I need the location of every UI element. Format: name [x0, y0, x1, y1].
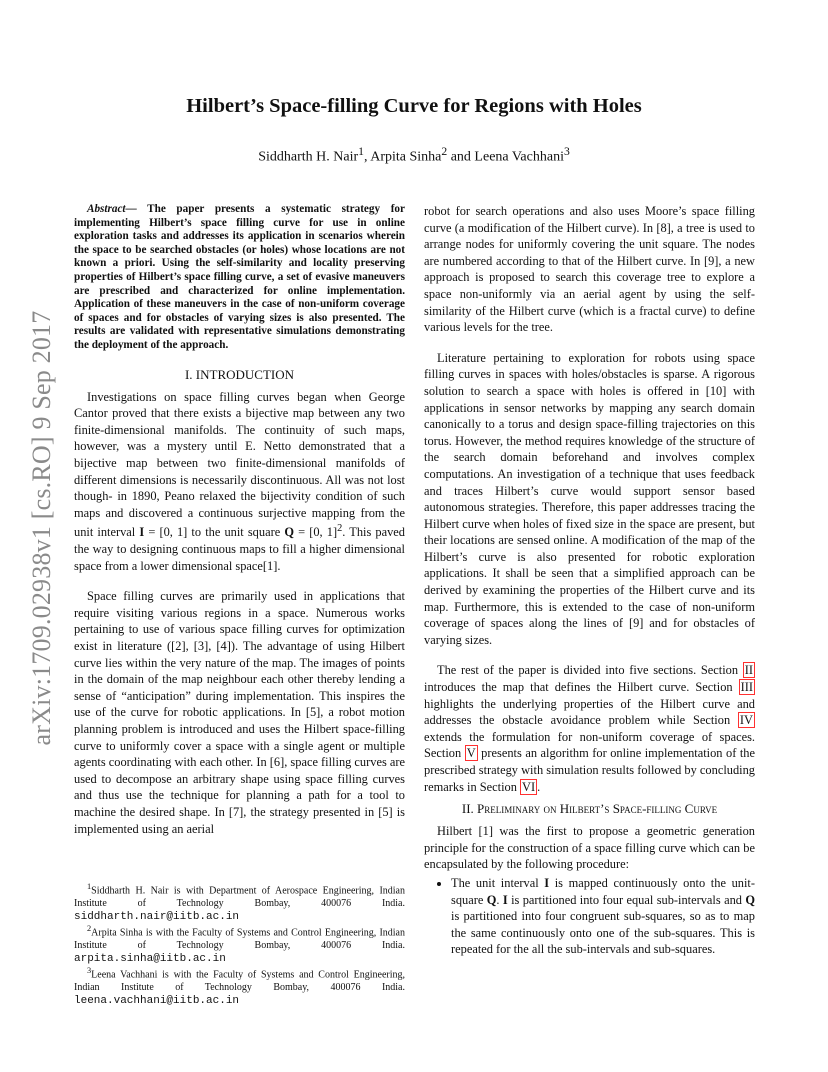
- paragraph-text: Investigations on space filling curves began when George Cantor proved that there exists a bijective map between any two finite-dimensional manifolds. The continuity of such maps, however, was a mystery until E. Netto demonstrated that a bijective map between two finite-dimensional manifolds of different dimensions is necessarily discontinuous. All was not lost though- in 1890, Peano relaxed the bijectivity condition of such maps and discovered a continuous surjective mapping from the unit interval: [74, 389, 405, 540]
- email-link[interactable]: leena.vachhani@iitb.ac.in: [74, 994, 240, 1007]
- list-text: .: [496, 892, 503, 907]
- section-heading: I. INTRODUCTION: [184, 366, 295, 382]
- math-superscript: 2: [337, 523, 343, 535]
- author-name: Leena Vachhani: [474, 149, 564, 165]
- author-list: [0, 145, 828, 166]
- author-separator: and: [447, 149, 475, 165]
- section-link[interactable]: IV: [739, 713, 753, 728]
- author-name: Arpita Sinha: [370, 149, 442, 165]
- procedure-list: [424, 875, 755, 958]
- body-paragraph: Hilbert [1] was the first to propose a geometric generation principle for the construction of a space filling curve which can be encapsulated by the following procedure:: [424, 824, 755, 872]
- list-text: is partitioned into four congruent sub-squares, so as to map the same continuously onto one of the sub-squares. This is repeated for the all the sub-intervals and sub-squares.: [451, 909, 755, 957]
- author-name: Siddharth H. Nair: [258, 149, 359, 165]
- section-link[interactable]: V: [466, 746, 476, 761]
- math-text: = [0, 1] to the unit square: [144, 525, 285, 540]
- list-item: [451, 875, 755, 958]
- paper-title: Hilbert’s Space-filling Curve for Regions with Holes: [186, 95, 642, 117]
- left-column: [74, 203, 405, 837]
- body-paragraph: [424, 662, 755, 795]
- author-affiliation-mark: 3: [563, 145, 570, 158]
- math-symbol: Q: [745, 892, 755, 907]
- body-paragraph: Space filling curves are primarily used in applications that require visiting various regions in a space. Numerous works pertaining to use of various space filling curves for optimization exist in literature ([2], [3], [4]). The advantage of using Hilbert curve lies within the very nature of the map. The images of points in the domain of the map neighbour each other thereby lending a sense of “anticipation” during implementation. This inspires the use of the curve for robotic applications. In [5], a robot motion planning problem is introduced and uses the Hilbert space-filling curve to uniformly cover a space with a single agent or multiple agents coordinating with each other. In [6], space filling curves are used to decompose an arbitrary shape using space filling curves and thus use the technique for planning a path for a tool to machine the desired shape. In [7], the strategy presented in [5] is implemented using an aerial: [74, 589, 405, 836]
- abstract-text: — The paper presents a systematic strategy for implementing Hilbert’s space filling curve for use in online exploration tasks and addresses its application in scenarios wherein the space to be searched obstacles (or holes) whose locations are not known a priori. Using the self-similarity and locality preserving properties of Hilbert’s space filling curve, a set of evasive maneuvers are prescribed and characterized for online implementation. Application of these maneuvers in the case of non-uniform coverage of spaces and for obstacles of varying sizes is also presented. The results are validated with representative simulations demonstrating the deployment of the approach.: [74, 203, 405, 351]
- footnote-text: Arpita Sinha is with the Faculty of Systems and Control Engineering, Indian Institute of Technology Bombay, 400076 India.: [74, 927, 405, 952]
- list-text: is partitioned into four equal sub-intervals and: [507, 892, 746, 907]
- paragraph-text: introduces the map that defines the Hilbert curve. Section: [424, 680, 739, 695]
- paragraph-text: extends the formulation for non-uniform coverage of spaces. Section: [424, 729, 755, 761]
- email-link[interactable]: arpita.sinha@iitb.ac.in: [74, 952, 226, 965]
- email-link[interactable]: siddharth.nair@iitb.ac.in: [74, 910, 240, 923]
- math-text: = [0, 1]: [293, 525, 338, 540]
- math-symbol: Q: [486, 892, 497, 907]
- paragraph-text: .: [537, 779, 541, 794]
- right-column: [424, 203, 755, 958]
- author-affiliation-mark: 2: [441, 145, 448, 158]
- footnotes: [74, 881, 405, 1007]
- author-separator: ,: [363, 149, 371, 165]
- math-symbol: Q: [284, 525, 294, 540]
- body-paragraph: [74, 389, 405, 575]
- list-text: The unit interval: [451, 875, 545, 890]
- math-symbol: I: [502, 892, 508, 907]
- math-symbol: I: [139, 525, 145, 540]
- paragraph-text: . This paved the way to designing continuous maps to fill a higher dimensional space from a lower dimensional space[1].: [74, 525, 405, 573]
- footnote: [74, 965, 405, 1007]
- paragraph-text: presents an algorithm for online implementation of the prescribed strategy with simulation results followed by concluding remarks in Section: [424, 746, 756, 794]
- abstract-label: Abstract: [87, 203, 126, 215]
- footnote-text: Leena Vachhani is with the Faculty of Systems and Control Engineering, Indian Institute of Technology Bombay, 400076 India.: [74, 969, 405, 994]
- footnote: [74, 881, 405, 923]
- arxiv-identifier: arXiv:1709.02938v1 [cs.RO] 9 Sep 2017: [27, 310, 56, 746]
- section-heading: II. Preliminary on Hilbert’s Space-filling Curve: [461, 801, 718, 817]
- footnote-mark: 3: [87, 966, 92, 976]
- abstract: [74, 203, 405, 353]
- section-link[interactable]: III: [740, 680, 753, 695]
- paragraph-text: The rest of the paper is divided into five sections. Section: [437, 663, 743, 678]
- footnote-mark: 2: [87, 924, 92, 934]
- body-paragraph: robot for search operations and also uses Moore’s space filling curve (a modification of the Hilbert curve). In [8], a tree is used to arrange nodes for uniformly covering the unit square. The nodes are numbered according to that of the Hilbert curve. In [9], a new approach is proposed to search this coverage tree to explore a space non-uniformly via an aerial agent by using the self-similarity of the Hilbert curve (which is a fractal curve) to define various levels for the tree.: [424, 204, 755, 335]
- paragraph-text: highlights the underlying properties of the Hilbert curve and addresses the obstacle avoidance problem while Section: [424, 696, 755, 728]
- footnote-mark: 1: [87, 882, 92, 891]
- author-affiliation-mark: 1: [358, 145, 364, 158]
- body-paragraph: Literature pertaining to exploration for robots using space filling curves in spaces with holes/obstacles is sparse. A rigorous solution to search a space with holes is offered in [10] with applications in sensor networks by mapping any search domain canonically to a torus and design space-filling trajectories on this torus. However, the method requires knowledge of the structure of the search domain beforehand and involves complex computations. An investigation of a technique that uses feedback and traces Hilbert’s curve would support sensor based autonomous strategies. Therefore, this paper addresses tracing the Hilbert curve when holes of fixed size in the space are present, but their locations are sensed online. A modification of the map of the Hilbert’s curve is also presented for robotic exploration applications. It shall be seen that a simplified approach can be derived by examining the properties of the Hilbert curve and its map. Furthermore, this is extended to the case of non-uniform coverage of spaces along the lines of [9] and for obstacles of varying sizes.: [424, 350, 755, 647]
- section-link[interactable]: VI: [522, 779, 536, 794]
- list-text: is mapped continuously onto the unit-square: [451, 875, 755, 907]
- math-symbol: I: [544, 875, 550, 890]
- section-link[interactable]: II: [744, 663, 753, 678]
- footnote: [74, 923, 405, 965]
- footnote-text: Siddharth H. Nair is with Department of Aerospace Engineering, Indian Institute of Technology Bombay, 400076 India.: [74, 885, 405, 909]
